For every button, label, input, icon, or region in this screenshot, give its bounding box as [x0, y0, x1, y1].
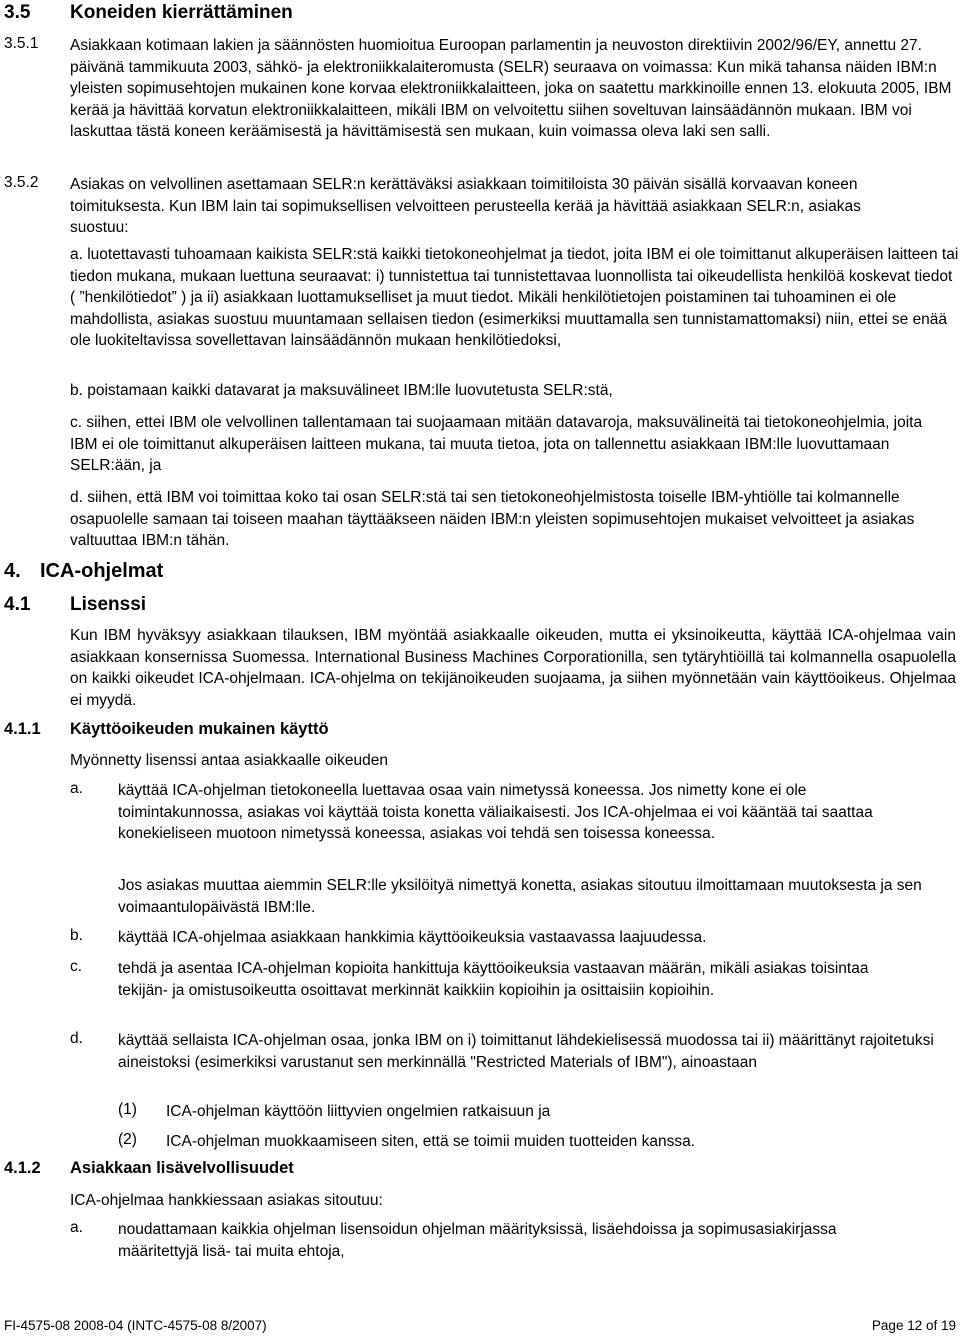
- list-item-4-1-1-d: käyttää sellaista ICA-ohjelman osaa, jonka IBM on i) toimittanut lähdekielisessä muodossa tai ii) määrittänyt rajoitetuksi aineistoksi (esimerkiksi varustanut sen merkinnällä "Restricted Materials of IBM"), ainoastaan: [118, 1032, 934, 1071]
- footer-page-number: Page 12 of 19: [871, 1318, 956, 1333]
- list-label-4-1-1-d: d.: [70, 1030, 83, 1047]
- footer-doc-id: FI-4575-08 2008-04 (INTC-4575-08 8/2007): [4, 1318, 267, 1333]
- section-number-3-5-1: 3.5.1: [4, 35, 39, 52]
- paragraph-3-5-1: Asiakkaan kotimaan lakien ja säännösten huomioitua Euroopan parlamentin ja neuvoston direktiivin 2002/96/EY, annettu 27. päivänä tammikuuta 2003, sähkö- ja elektroniikkalaiteromusta (SELR) seuraava on voimassa: Kun mikä tahansa näiden IBM:n yleisten sopimusehtojen mukainen kone korvaa elektroniikkalaitteen, joka on saatettu markkinoille ennen 13. elokuuta 2005, IBM kerää ja hävittää korvatun elektroniikkalaitteen, mikäli IBM on velvoitettu siihen soveltuvan lainsäädännön mukaan. IBM voi laskuttaa tästä koneen keräämisestä ja hävittämisestä sen mukaan, kuin voimassa oleva laki sen salli.: [70, 37, 952, 141]
- sub-list-item-1: ICA-ohjelman käyttöön liittyvien ongelmien ratkaisuun ja: [166, 1103, 551, 1120]
- sub-list-label-1: (1): [118, 1101, 137, 1118]
- section-title: ICA-ohjelmat: [40, 560, 164, 582]
- section-title: Asiakkaan lisävelvollisuudet: [70, 1159, 294, 1177]
- list-label-4-1-2-a: a.: [70, 1219, 83, 1236]
- section-number: 3.5: [4, 2, 31, 23]
- paragraph-3-5-2: Asiakas on velvollinen asettamaan SELR:n kerättäväksi asiakkaan toimitiloista 30 päivän sisällä korvaavan koneen toimituksesta. Kun IBM lain tai sopimuksellisen velvoitteen perusteella kerää ja hävittää asiakkaan SELR:n, asiakas suostuu:: [70, 176, 861, 237]
- list-item-4-1-1-b: käyttää ICA-ohjelmaa asiakkaan hankkimia käyttöoikeuksia vastaavassa laajuudessa.: [118, 929, 707, 946]
- sub-list-label-2: (2): [118, 1131, 137, 1148]
- paragraph-4-1-1-intro: Myönnetty lisenssi antaa asiakkaalle oikeuden: [70, 752, 388, 769]
- list-label-4-1-1-c: c.: [70, 958, 83, 975]
- list-item-3-5-2-d: d. siihen, että IBM voi toimittaa koko tai osan SELR:stä tai sen tietokoneohjelmistosta toiselle IBM-yhtiölle tai kolmannelle osapuolelle samaan tai toiseen maahan täyttääkseen näiden IBM:n yleisten sopimusehtojen mukaiset velvoitteet ja asiakas valtuuttaa IBM:n tähän.: [70, 489, 915, 550]
- list-item-3-5-2-c: c. siihen, ettei IBM ole velvollinen tallentamaan tai suojaamaan mitään datavaroja, maksuvälineitä tai tietokoneohjelmia, joita IBM ei ole toimittanut alkuperäisen laitteen mukana, tai muuta tietoa, jota on tallennettu asiakkaan IBM:lle luovuttamaan SELR:ään, ja: [70, 414, 923, 475]
- section-title: Koneiden kierrättäminen: [70, 2, 293, 23]
- paragraph-4-1-2-intro: ICA-ohjelmaa hankkiessaan asiakas sitoutuu:: [70, 1192, 383, 1209]
- section-number: 4.1.2: [4, 1159, 41, 1177]
- list-item-3-5-2-b: b. poistamaan kaikki datavarat ja maksuvälineet IBM:lle luovutetusta SELR:stä,: [70, 382, 613, 399]
- list-item-4-1-1-a: käyttää ICA-ohjelman tietokoneella luettavaa osaa vain nimetyssä koneessa. Jos nimetty kone ei ole toimintakunnossa, asiakas voi käyttää toista konetta väliaikaisesti. Jos ICA-ohjelmaa ei voi kääntää tai saattaa konekieliseen muotoon nimetyssä koneessa, asiakas voi tehdä sen toisessa koneessa.: [118, 782, 873, 843]
- list-item-4-1-1-c: tehdä ja asentaa ICA-ohjelman kopioita hankittuja käyttöoikeuksia vastaavan määrän, mikäli asiakas toisintaa tekijän- ja omistusoikeutta osoittavat merkinnät kaikkiin kopioihin ja osittaisiin kopioihin.: [118, 960, 869, 999]
- section-number: 4.1.1: [4, 720, 41, 738]
- section-number-3-5-2: 3.5.2: [4, 174, 39, 191]
- list-item-4-1-1-a-note: Jos asiakas muuttaa aiemmin SELR:lle yksilöityä nimettyä konetta, asiakas sitoutuu ilmoittamaan muutoksesta ja sen voimaantulopäivästä IBM:lle.: [118, 877, 922, 916]
- list-item-3-5-2-a: a. luotettavasti tuhoamaan kaikista SELR:stä kaikki tietokoneohjelmat ja tiedot, joita IBM ei ole toimittanut alkuperäisen laitteen tai tiedon mukana, mukaan luettuna seuraavat: i) tunnistettua tai tunnistettavaa luonnollista tai oikeudellista henkilöä koskevat tiedot ( ”henkilötiedot” ) ja ii) asiakkaan luottamukselliset ja muut tiedot. Mikäli henkilötietojen poistaminen tai tuhoaminen ei ole mahdollista, asiakas suostuu muuntamaan sellaisen tiedon (esimerkiksi muuttamalla sen tunnistamattomaksi) niin, ettei se enää ole luokiteltavissa sovellettavan lainsäädännön mukaan henkilötiedoksi,: [70, 246, 959, 350]
- section-title: Lisenssi: [70, 594, 147, 615]
- section-title: Käyttöoikeuden mukainen käyttö: [70, 720, 329, 738]
- list-item-4-1-2-a: noudattamaan kaikkia ohjelman lisensoidun ohjelman määrityksissä, lisäehdoissa ja sopimusasiakirjassa määritettyjä lisä- tai muita ehtoja,: [118, 1221, 837, 1260]
- paragraph-4-1: Kun IBM hyväksyy asiakkaan tilauksen, IBM myöntää asiakkaalle oikeuden, mutta ei yksinoikeutta, käyttää ICA-ohjelmaa vain asiakkaan konsernissa Suomessa. International Business Machines Corporationilla, sen tytäryhtiöillä tai kolmannella osapuolella on kaikki oikeudet ICA-ohjelmaan. ICA-ohjelma on tekijänoikeuden suojaama, ja siihen myönnetään vain käyttöoikeus. Ohjelmaa ei myydä.: [70, 627, 956, 709]
- list-label-4-1-1-b: b.: [70, 927, 83, 944]
- section-number: 4.: [4, 560, 21, 582]
- list-label-4-1-1-a: a.: [70, 780, 83, 797]
- sub-list-item-2: ICA-ohjelman muokkaamiseen siten, että se toimii muiden tuotteiden kanssa.: [166, 1133, 695, 1150]
- section-number: 4.1: [4, 594, 31, 615]
